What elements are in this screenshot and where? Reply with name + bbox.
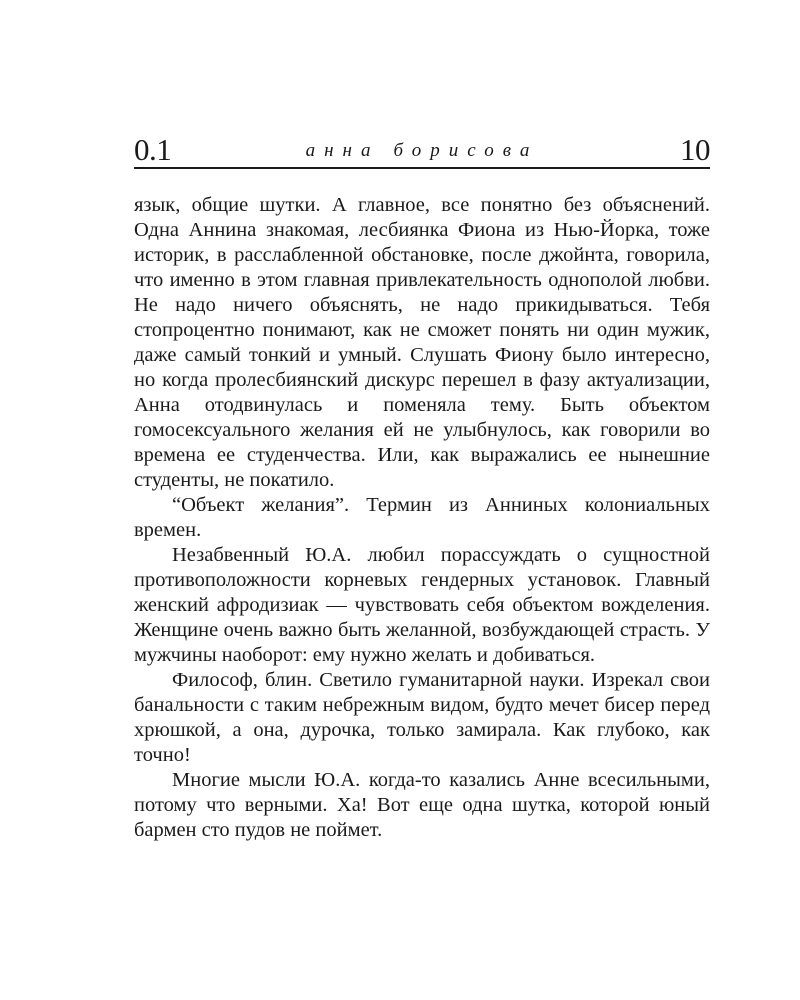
author-last-name: борисова bbox=[393, 140, 539, 161]
header-rule bbox=[134, 167, 710, 169]
paragraph-continuation: язык, общие шутки. А главное, все понятно без объяснений. Одна Аннина знакомая, лесбиянка Фиона из Нью-Йорка, тоже историк, в расслабленной обстановке, после джойнта, говорила, что именно в этом главная привлекательность однополой любви. Не надо ничего объяснять, не надо прикидываться. Тебя стопроцентно понимают, как не сможет понять ни один мужик, даже самый тонкий и умный. Слушать Фиону было интересно, но когда пролесбиянский дискурс перешел в фазу актуализации, Анна отодвинулась и поменяла тему. Быть объектом гомосексуального желания ей не улыбнулось, как говорили во времена ее студенчества. Или, как выражались ее нынешние студенты, не покатило. bbox=[134, 194, 710, 491]
author-first-name: анна bbox=[305, 140, 380, 161]
body-text bbox=[134, 193, 710, 843]
page-number: 10 bbox=[680, 132, 710, 167]
paragraph: “Объект желания”. Термин из Анниных колониальных времен. bbox=[134, 494, 710, 541]
running-head bbox=[134, 128, 710, 170]
section-number: 0.1 bbox=[134, 132, 172, 167]
paragraph: Многие мысли Ю.А. когда-то казались Анне всесильными, потому что верными. Ха! Вот еще одна шутка, которой юный бармен сто пудов не поймет. bbox=[134, 769, 710, 841]
paragraph: Философ, блин. Светило гуманитарной науки. Изрекал свои банальности с таким небрежным видом, будто мечет бисер перед хрюшкой, а она, дурочка, только замирала. Как глубоко, как точно! bbox=[134, 669, 710, 766]
paragraph: Незабвенный Ю.А. любил порассуждать о сущностной противоположности корневых гендерных установок. Главный женский афродизиак — чувствовать себя объектом вожделения. Женщине очень важно быть желанной, возбуждающей страсть. У мужчины наоборот: ему нужно желать и добиваться. bbox=[134, 544, 710, 666]
author-name bbox=[134, 141, 710, 160]
